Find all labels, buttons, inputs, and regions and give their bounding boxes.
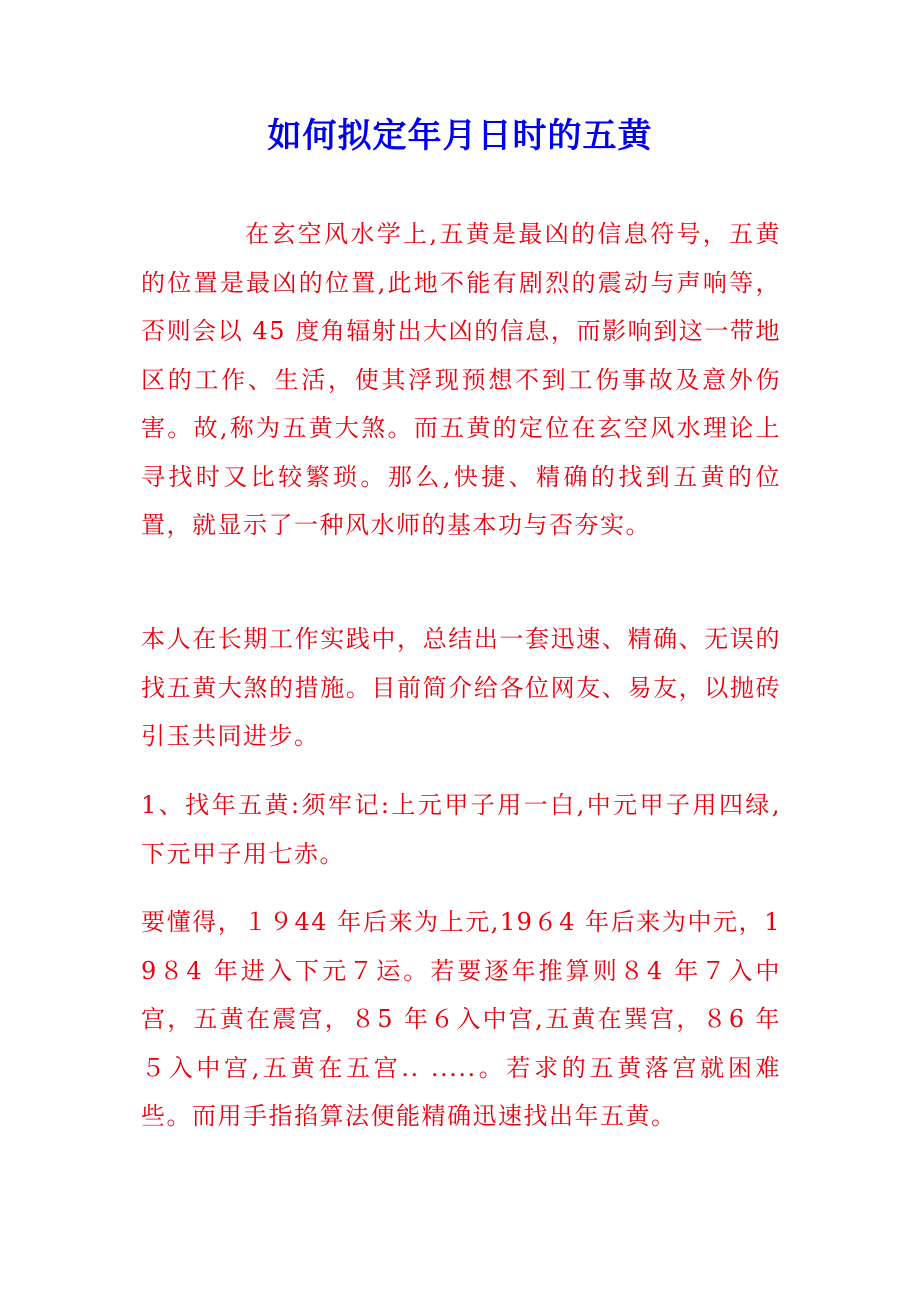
paragraph-method-intro: 本人在长期工作实践中，总结出一套迅速、精确、无误的找五黄大煞的措施。目前简介给各位网友、易友，以抛砖引玉共同进步。 (141, 625, 781, 750)
paragraph-year-explanation: 要懂得，１９44 年后来为上元,19６4 年后来为中元，19８4 年进入下元７运。若要逐年推算则８4 年７入中宫，五黄在震宫，８5 年６入中宫,五黄在巽宫，８6 年５入中宫,五黄在五宫.. .....。若求的五黄落宫就困难些。而用手指掐算法便能精确迅速找出年五黄。 (141, 908, 781, 1130)
paragraph-intro: 在玄空风水学上,五黄是最凶的信息符号，五黄的位置是最凶的位置,此地不能有剧烈的震动与声响等，否则会以 45 度角辐射出大凶的信息，而影响到这一带地区的工作、生活，使其浮现预想不到工伤事故及意外伤害。故,称为五黄大煞。而五黄的定位在玄空风水理论上寻找时又比较繁琐。那么,快捷、精确的找到五黄的位置，就显示了一种风水师的基本功与否夯实。 (141, 220, 781, 539)
page-title: 如何拟定年月日时的五黄 (267, 116, 653, 156)
paragraph-year-rule: 1、找年五黄:须牢记:上元甲子用一白,中元甲子用四绿,下元甲子用七赤。 (141, 791, 781, 868)
